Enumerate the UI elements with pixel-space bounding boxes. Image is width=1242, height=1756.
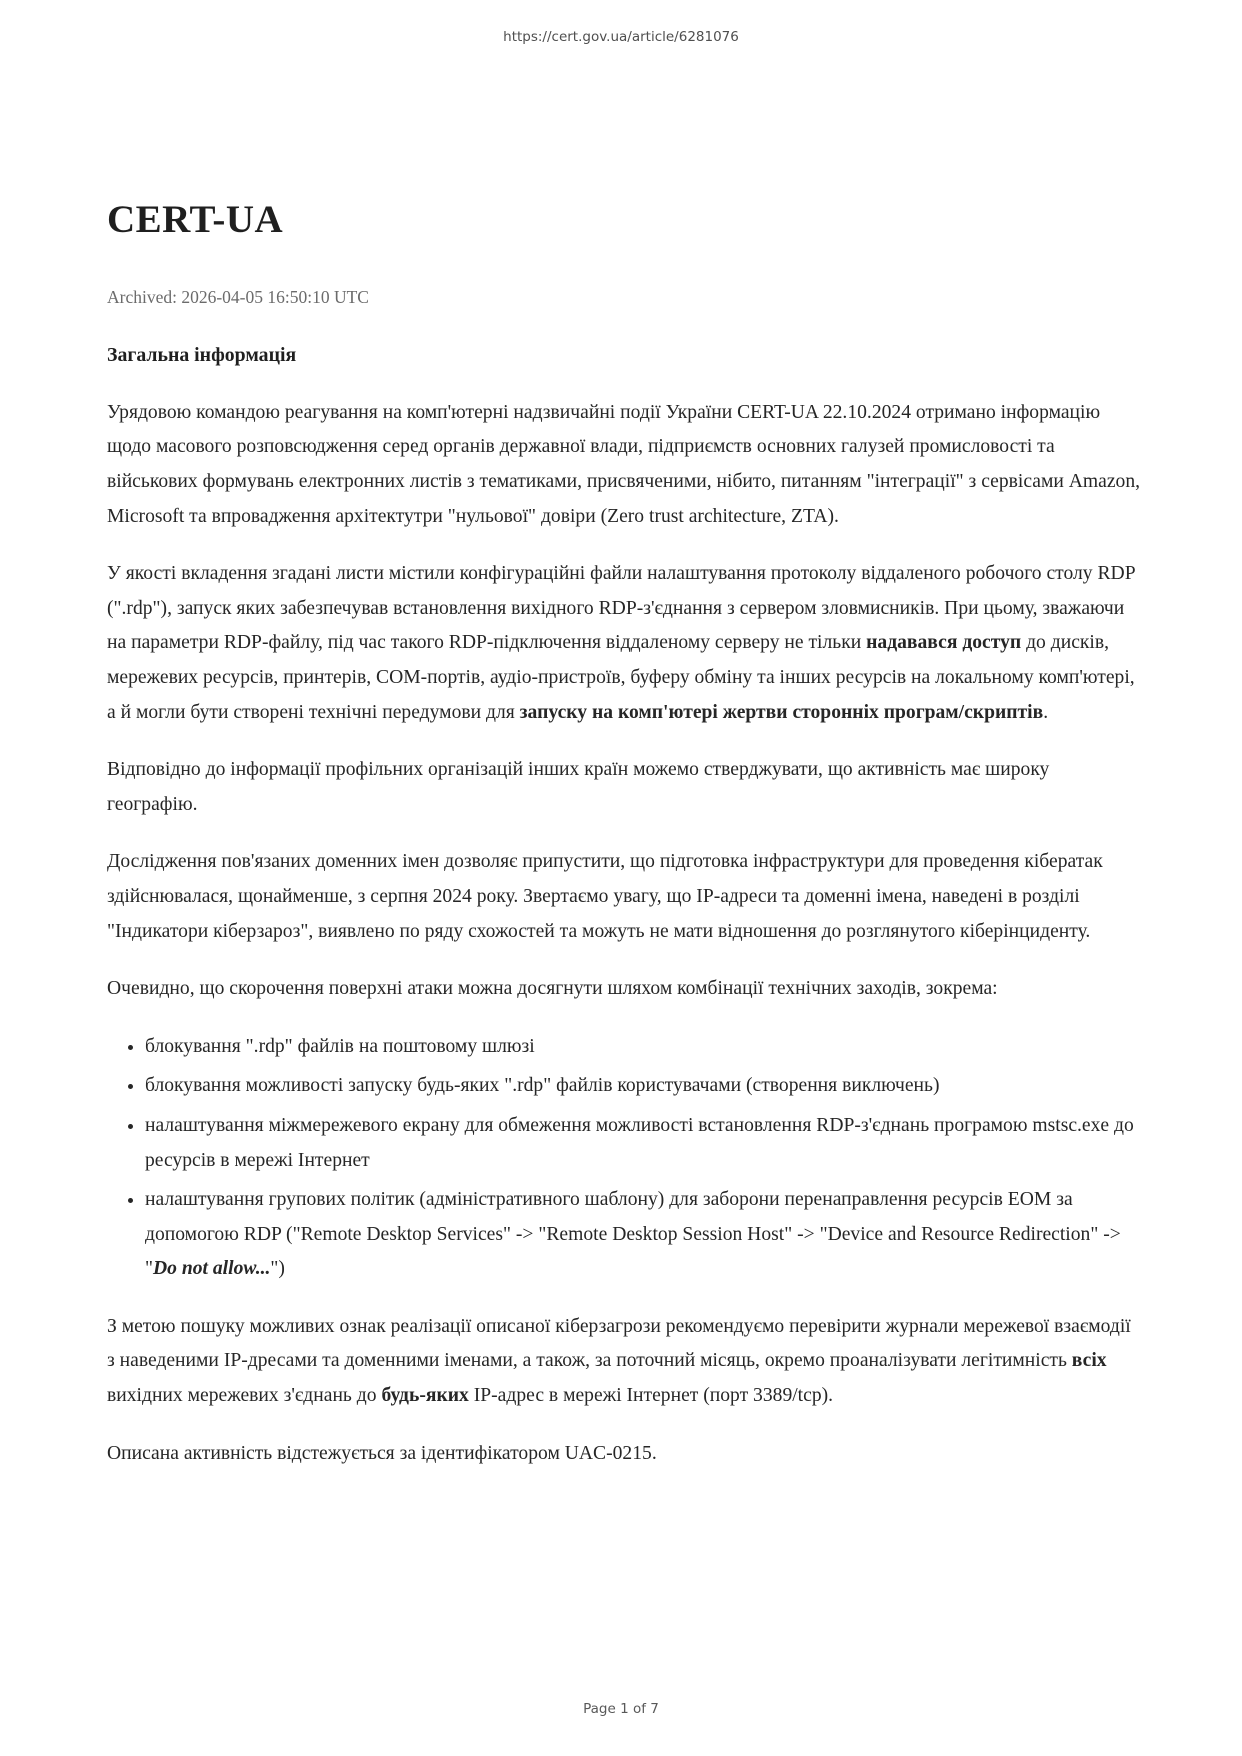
page-title: CERT-UA bbox=[107, 198, 284, 241]
paragraph: Описана активність відстежується за ідентифікатором UAC-0215. bbox=[107, 1442, 657, 1464]
section-heading: Загальна інформація bbox=[107, 344, 297, 367]
emphasized-text: запуску на комп'ютері жертви сторонніх програм/скриптів bbox=[519, 701, 1044, 723]
archived-timestamp: Archived: 2026-04-05 16:50:10 UTC bbox=[107, 287, 369, 308]
emphasized-text: будь-яких bbox=[381, 1385, 469, 1407]
page-url: https://cert.gov.ua/article/6281076 bbox=[503, 29, 739, 45]
list-item: • налаштування міжмережевого екрану для обмеження можливості встановлення RDP-з'єднань програмою mstsc.exe до ресурсів в мережі Інтернет bbox=[145, 1109, 1140, 1178]
emphasized-text: Do not allow... bbox=[153, 1258, 271, 1280]
list-item: • налаштування групових політик (адміністративного шаблону) для заборони перенаправлення ресурсів ЕОМ за допомогою RDP ("Remote Desktop Services" -> "Remote Desktop Session Host" -> "Device and Resource Redirection" -> "Do not allow...") bbox=[145, 1183, 1140, 1287]
paragraph: Урядовою командою реагування на комп'ютерні надзвичайні події України CERT-UA 22.10.2024 отримано інформацію щодо масового розповсюдження серед органів державної влади, підприємств основних галузей промисловості та військових формувань електронних листів з тематиками, присвяченими, нібито, питанням "інтеграції" з сервісами Amazon, Microsoft та впровадження архітектутри "нульової" довіри (Zero trust architecture, ZTA). bbox=[107, 401, 1141, 527]
paragraph: З метою пошуку можливих ознак реалізації описаної кіберзагрози рекомендуємо перевірити журнали мережевої взаємодії з наведеними IP-дресами та доменними іменами, а також, за поточний місяць, окремо проаналізувати легітимність всіх вихідних мережевих з'єднань до будь-яких IP-адрес в мережі Інтернет (порт 3389/tcp). bbox=[107, 1315, 1131, 1407]
paragraph: Очевидно, що скорочення поверхні атаки можна досягнути шляхом комбінації технічних заходів, зокрема: bbox=[107, 978, 998, 1000]
page-number: Page 1 of 7 bbox=[583, 1701, 659, 1717]
list-item: • блокування ".rdp" файлів на поштовому шлюзі bbox=[145, 1030, 1140, 1065]
paragraph: У якості вкладення згадані листи містили конфігураційні файли налаштування протоколу віддаленого робочого столу RDP (".rdp"), запуск яких забезпечував встановлення вихідного RDP-з'єднання з сервером зловмисників. При цьому, зважаючи на параметри RDP-файлу, під час такого RDP-підключення віддаленому серверу не тільки надавався доступ до дисків, мережевих ресурсів, принтерів, COM-портів, аудіо-пристроїв, буферу обміну та інших ресурсів на локальному комп'ютері, а й могли бути створені технічні передумови для запуску на комп'ютері жертви сторонніх програм/скриптів. bbox=[107, 563, 1135, 723]
emphasized-text: надавався доступ bbox=[866, 632, 1022, 654]
article bbox=[107, 0, 1140, 1471]
bullet-list bbox=[107, 1030, 1140, 1287]
paragraph: Дослідження пов'язаних доменних імен дозволяє припустити, що підготовка інфраструктури для проведення кібератак здійснювалася, щонайменше, з серпня 2024 року. Звертаємо увагу, що IP-адреси та доменні імена, наведені в розділі "Індикатори кіберзароз", виявлено по ряду схожостей та можуть не мати відношення до розглянутого кіберінциденту. bbox=[107, 851, 1103, 942]
article-body bbox=[107, 338, 1140, 1471]
paragraph: Відповідно до інформації профільних організацій інших країн можемо стверджувати, що активність має широку географію. bbox=[107, 759, 1050, 815]
list-item: • блокування можливості запуску будь-яких ".rdp" файлів користувачами (створення виключень) bbox=[145, 1069, 1140, 1104]
emphasized-text: всіх bbox=[1071, 1350, 1107, 1372]
